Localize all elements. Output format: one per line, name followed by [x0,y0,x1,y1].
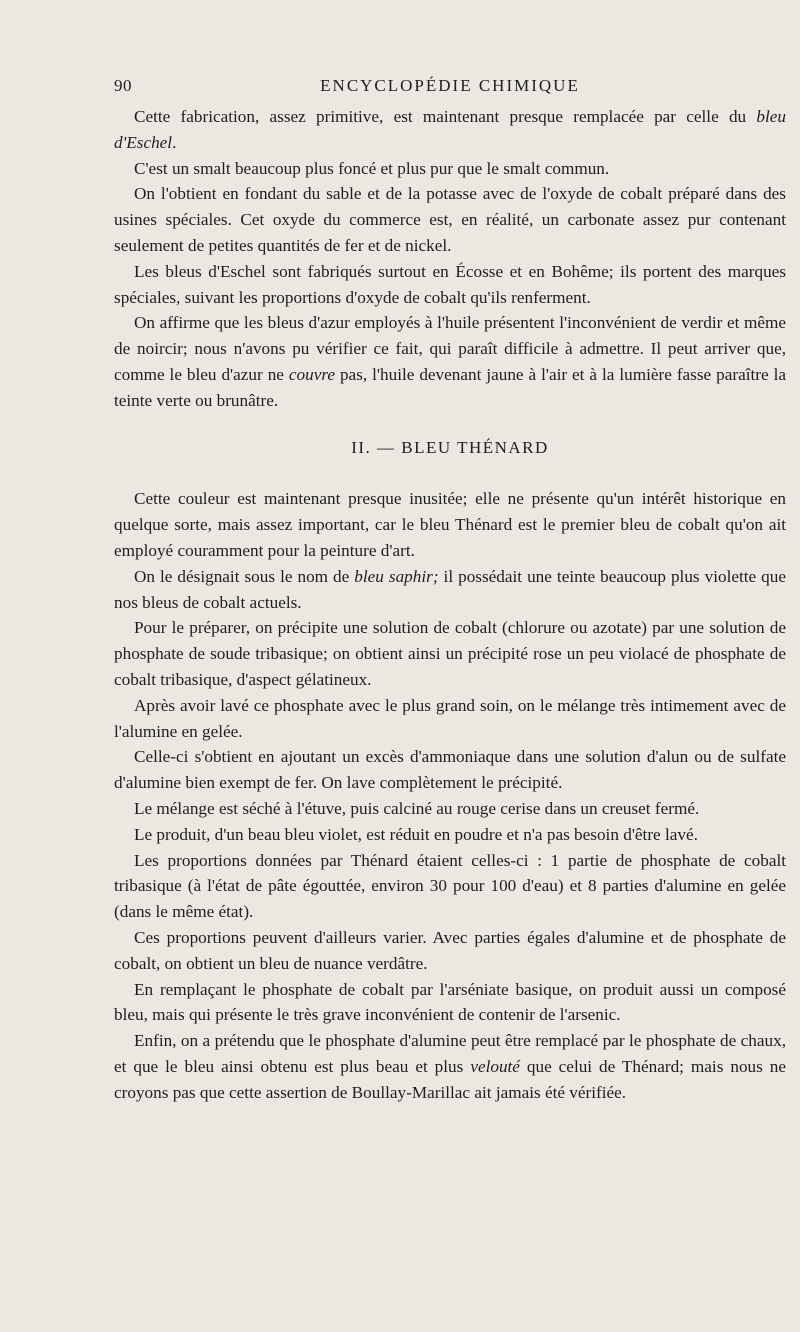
section-one-text [114,104,786,414]
text-run: Pour le préparer, on précipite une solution de cobalt (chlorure ou azotate) par une solution de phosphate de soude tribasique; on obtient ainsi un précipité rose un peu violacé de phosphate de cobalt tribasique, d'aspect gélatineux. [114,618,786,689]
text-run: que celui de Thénard; mais nous ne croyons pas que cette assertion de Boullay-Marillac ait jamais été vérifiée. [114,1056,787,1102]
page-body [114,104,786,1105]
italic-text: velouté [470,1056,520,1076]
paragraph [114,564,786,616]
text-run: Celle-ci s'obtient en ajoutant un excès d'ammoniaque dans une solution d'alun ou de sulfate d'alumine bien exempt de fer. On lave complètement le précipité. [114,747,786,793]
paragraph [114,310,786,413]
paragraph [114,925,786,977]
text-run: Les bleus d'Eschel sont fabriqués surtout en Écosse et en Bohême; ils portent des marques spéciales, suivant les proportions d'oxyde de cobalt qu'ils renferment. [114,261,786,307]
italic-text: bleu saphir; [354,566,439,586]
paragraph [114,1028,786,1105]
section-two-text [114,486,786,1105]
text-run: Le produit, d'un beau bleu violet, est réduit en poudre et n'a pas besoin d'être lavé. [134,824,698,844]
page-number: 90 [114,76,132,95]
text-run: On le désignait sous le nom de [134,566,355,586]
text-run: Après avoir lavé ce phosphate avec le plus grand soin, on le mélange très intimement avec de l'alumine en gelée. [114,695,786,741]
paragraph [114,104,786,156]
paragraph [114,156,786,182]
text-run: On l'obtient en fondant du sable et de la potasse avec de l'oxyde de cobalt préparé dans des usines spéciales. Cet oxyde du commerce est, en réalité, un carbonate assez pur contenant seulement de petites quantités de fer et de nickel. [114,184,786,255]
text-run: Cette couleur est maintenant presque inusitée; elle ne présente qu'un intérêt historique en quelque sorte, mais assez important, car le bleu Thénard est le premier bleu de cobalt qu'on ait employé couramment pour la peinture d'art. [114,489,786,560]
text-run: Enfin, on a prétendu que le phosphate d'alumine peut être remplacé par le phosphate de chaux, et que le bleu ainsi obtenu est plus beau et plus [114,1031,786,1076]
paragraph [114,615,786,692]
text-run: il possédait une teinte beaucoup plus violette que nos bleus de cobalt actuels. [114,566,786,612]
paragraph [114,822,786,848]
paragraph [114,744,786,796]
italic-text: bleu d'Eschel [114,107,786,152]
running-title: ENCYCLOPÉDIE CHIMIQUE [320,76,580,95]
text-run: . [172,132,177,152]
paragraph [114,693,786,745]
italic-text: couvre [288,364,335,384]
text-run: Cette fabrication, assez primitive, est maintenant presque remplacée par celle du [134,107,757,126]
text-run: En remplaçant le phosphate de cobalt par l'arséniate basique, on produit aussi un composé bleu, mais qui présente le très grave inconvénient de contenir de l'arsenic. [114,979,786,1025]
text-run: Ces proportions peuvent d'ailleurs varier. Avec parties égales d'alumine et de phosphate de cobalt, on obtient un bleu de nuance verdâtre. [114,927,786,973]
section-heading: II. — BLEU THÉNARD [351,437,549,457]
text-run: Le mélange est séché à l'étuve, puis calciné au rouge cerise dans un creuset fermé. [134,798,700,818]
text-run: Les proportions données par Thénard étaient celles-ci : 1 partie de phosphate de cobalt tribasique (à l'état de pâte égouttée, environ 30 pour 100 d'eau) et 8 parties d'alumine en gelée (dans le même état). [114,850,786,922]
paragraph [114,181,786,258]
paragraph [114,796,786,822]
paragraph [114,977,786,1029]
paragraph [114,486,786,563]
paragraph [114,848,786,925]
text-run: pas, l'huile devenant jaune à l'air et à la lumière fasse paraître la teinte verte ou brunâtre. [114,364,786,410]
text-run: C'est un smalt beaucoup plus foncé et plus pur que le smalt commun. [134,158,610,178]
text-run: On affirme que les bleus d'azur employés à l'huile présentent l'inconvénient de verdir et même de noircir; nous n'avons pu vérifier ce fait, qui paraît difficile à admettre. Il peut arriver que, comme le bleu d'azur ne [114,313,786,384]
paragraph [114,259,786,311]
page-header [114,76,786,100]
